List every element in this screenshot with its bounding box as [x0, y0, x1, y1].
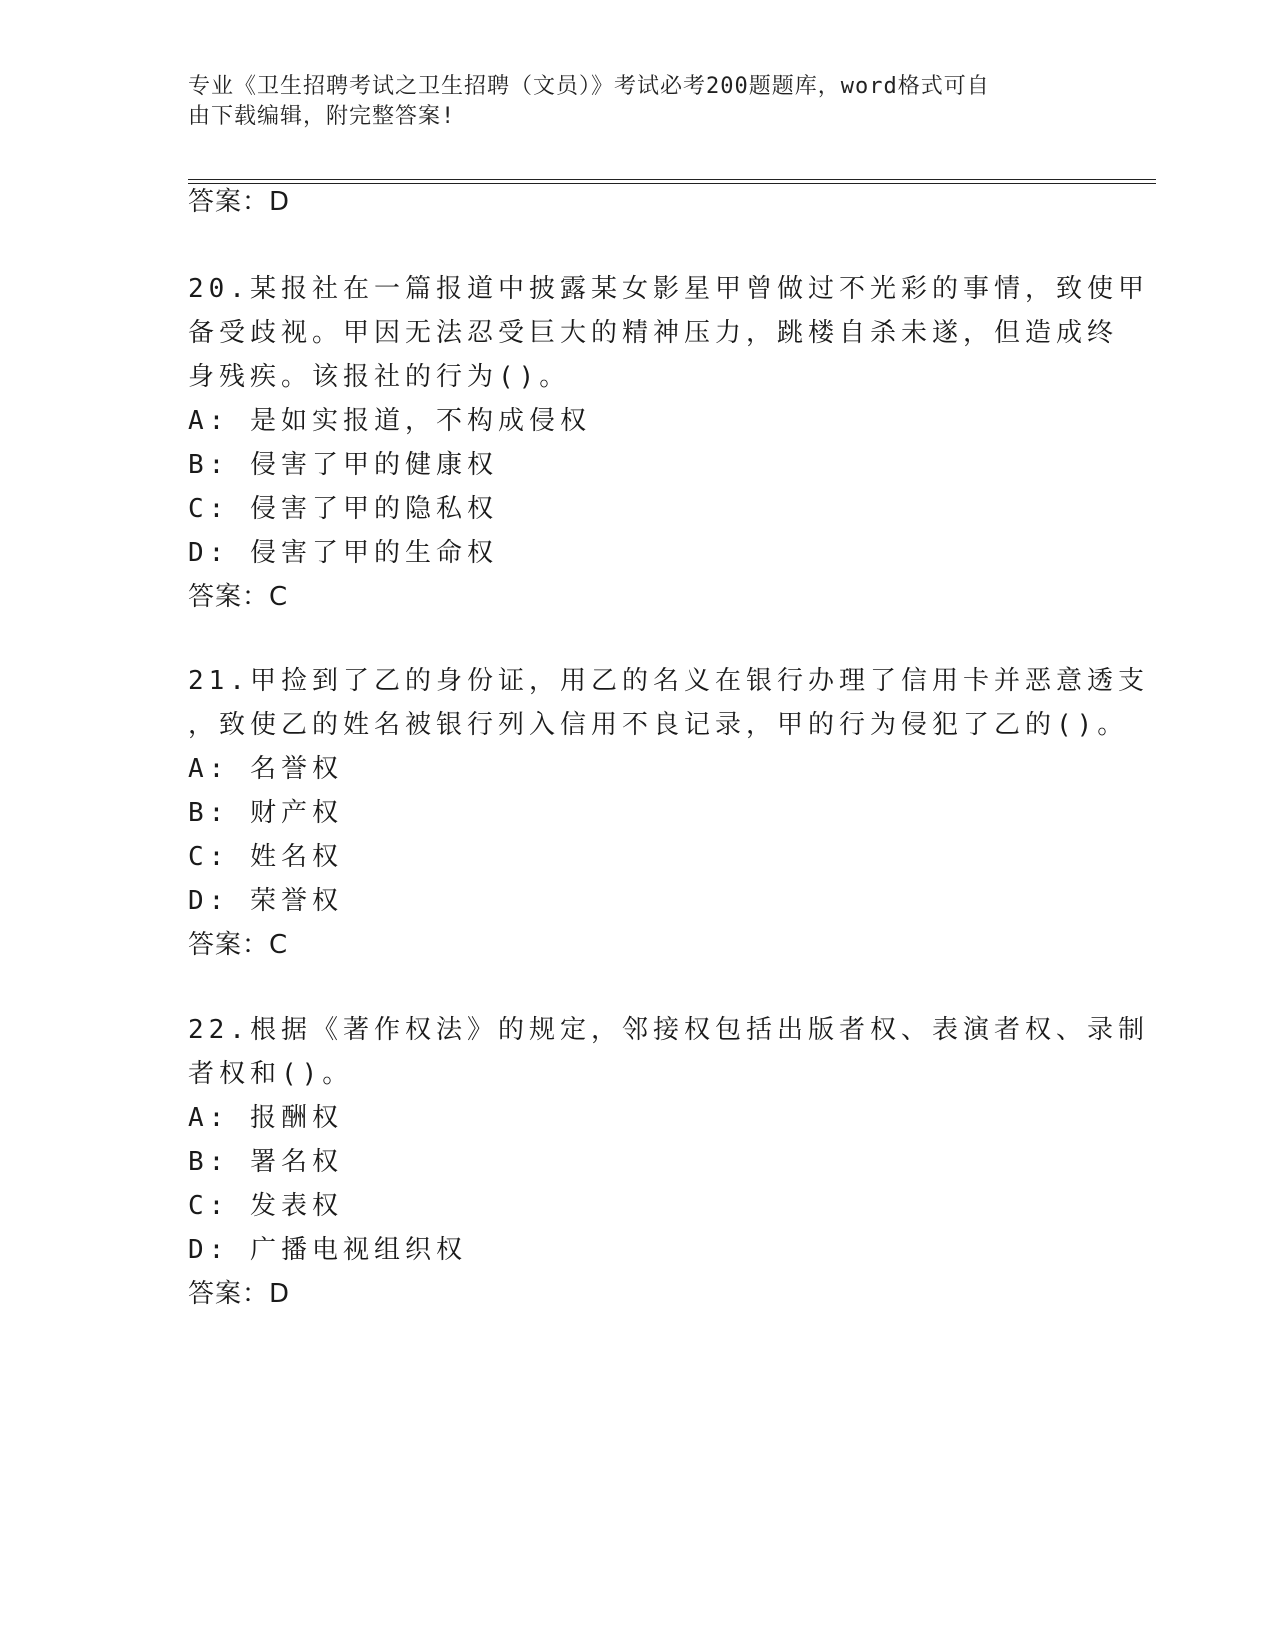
q22-answer: 答案：D [188, 1279, 291, 1309]
q22-option-b: B: 署名权 [188, 1147, 343, 1177]
q22-option-a: A: 报酬权 [188, 1103, 343, 1133]
q21-stem-line-1: 21.甲捡到了乙的身份证，用乙的名义在银行办理了信用卡并恶意透支 [188, 666, 1149, 696]
q21-option-d: D: 荣誉权 [188, 886, 343, 916]
header-divider-top [188, 179, 1156, 180]
q20-stem-line-2: 备受歧视。甲因无法忍受巨大的精神压力，跳楼自杀未遂，但造成终 [188, 318, 1119, 348]
q22-option-c: C: 发表权 [188, 1191, 343, 1221]
q22-stem-line-1: 22.根据《著作权法》的规定，邻接权包括出版者权、表演者权、录制 [188, 1015, 1149, 1045]
q20-stem-line-1: 20.某报社在一篇报道中披露某女影星甲曾做过不光彩的事情，致使甲 [188, 274, 1149, 304]
q21-option-c: C: 姓名权 [188, 842, 343, 872]
document-header [188, 72, 1088, 132]
q22-option-d: D: 广播电视组织权 [188, 1235, 467, 1265]
q21-option-a: A: 名誉权 [188, 754, 343, 784]
q20-answer: 答案：C [188, 582, 289, 612]
q20-stem-line-3: 身残疾。该报社的行为()。 [188, 362, 571, 392]
previous-answer: 答案：D [188, 187, 291, 217]
q20-option-d: D: 侵害了甲的生命权 [188, 538, 498, 568]
header-line-2: 由下载编辑，附完整答案! [188, 104, 456, 129]
q22-stem-line-2: 者权和()。 [188, 1059, 354, 1089]
q20-option-c: C: 侵害了甲的隐私权 [188, 494, 498, 524]
q20-option-b: B: 侵害了甲的健康权 [188, 450, 498, 480]
q20-option-a: A: 是如实报道，不构成侵权 [188, 406, 591, 436]
header-divider-bottom [188, 183, 1156, 184]
header-line-1: 专业《卫生招聘考试之卫生招聘（文员）》考试必考200题题库，word格式可自 [188, 74, 990, 99]
q21-option-b: B: 财产权 [188, 798, 343, 828]
q21-answer: 答案：C [188, 930, 289, 960]
q21-stem-line-2: ，致使乙的姓名被银行列入信用不良记录，甲的行为侵犯了乙的()。 [188, 710, 1129, 740]
